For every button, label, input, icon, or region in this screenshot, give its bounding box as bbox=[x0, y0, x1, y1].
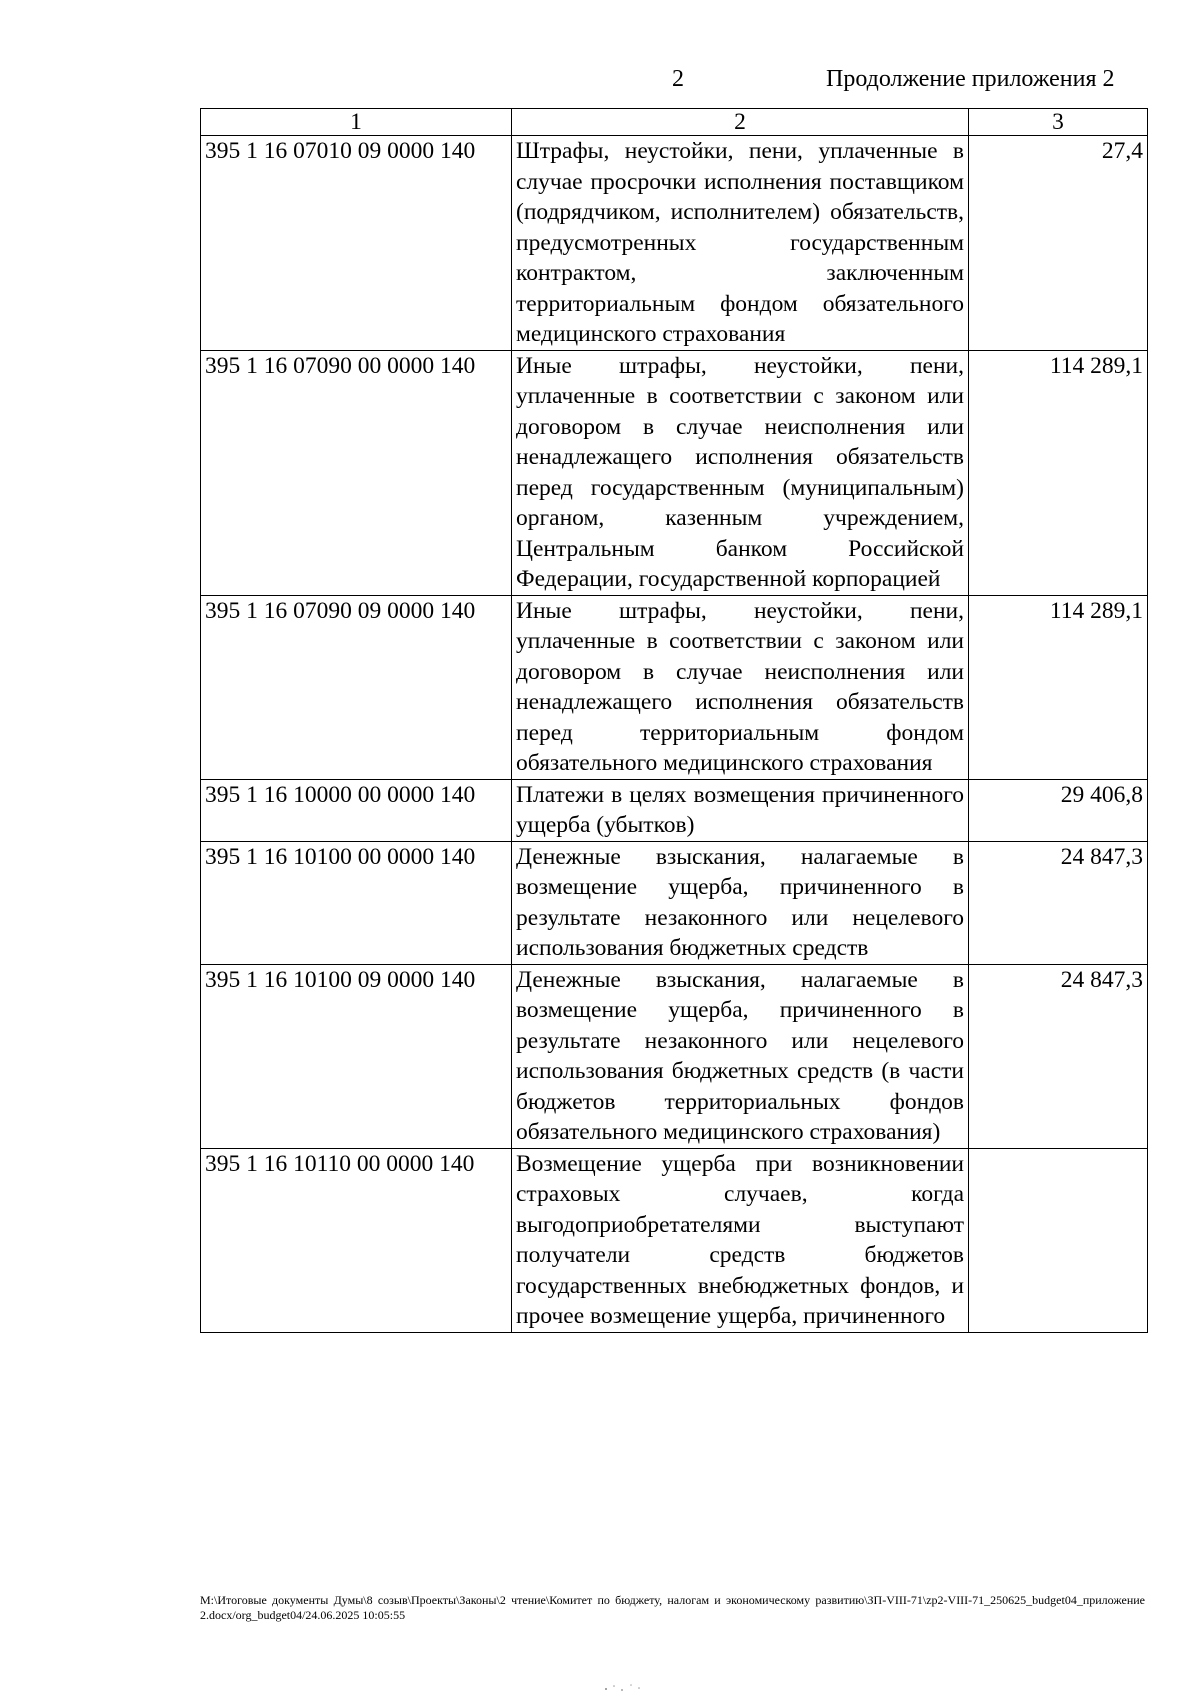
table-row bbox=[201, 964, 1148, 1148]
row-amount: 24 847,3 bbox=[969, 841, 1148, 964]
row-amount: 114 289,1 bbox=[969, 595, 1148, 779]
table-header-row bbox=[201, 109, 1148, 136]
row-description: Иные штрафы, неустойки, пени, уплаченные в соответствии с законом или договором в случае неисполнения или ненадлежащего исполнения обязательств перед территориальным фондом обязательного медицинского страхования bbox=[512, 595, 969, 779]
page-number: 2 bbox=[672, 66, 684, 92]
row-code: 395 1 16 10100 00 0000 140 bbox=[201, 841, 512, 964]
table-row bbox=[201, 136, 1148, 351]
row-code: 395 1 16 10100 09 0000 140 bbox=[201, 964, 512, 1148]
row-description: Штрафы, неустойки, пени, уплаченные в случае просрочки исполнения поставщиком (подрядчиком, исполнителем) обязательств, предусмотренных государственным контрактом, заключенным территориальным фондом обязательного медицинского страхования bbox=[512, 136, 969, 351]
table-row bbox=[201, 350, 1148, 595]
column-header-code: 1 bbox=[201, 109, 512, 136]
table-row bbox=[201, 595, 1148, 779]
row-code: 395 1 16 07090 09 0000 140 bbox=[201, 595, 512, 779]
row-description: Возмещение ущерба при возникновении страховых случаев, когда выгодоприобретателями выступают получатели средств бюджетов государственных внебюджетных фондов, и прочее возмещение ущерба, причиненного bbox=[512, 1148, 969, 1332]
row-description: Денежные взыскания, налагаемые в возмещение ущерба, причиненного в результате незаконного или нецелевого использования бюджетных средств bbox=[512, 841, 969, 964]
table-row bbox=[201, 1148, 1148, 1332]
table-row bbox=[201, 779, 1148, 841]
row-amount: 114 289,1 bbox=[969, 350, 1148, 595]
continuation-label: Продолжение приложения 2 bbox=[826, 66, 1115, 92]
row-amount: 29 406,8 bbox=[969, 779, 1148, 841]
column-header-description: 2 bbox=[512, 109, 969, 136]
row-amount: 27,4 bbox=[969, 136, 1148, 351]
file-path-footer: М:\Итоговые документы Думы\8 созыв\Проекты\Законы\2 чтение\Комитет по бюджету, налогам и экономическому развитию\ЗП-VIII-71\zp2-VIII-71_250625_budget04_приложение 2.docx/org_budget04/24.06.2025 10:05:55 bbox=[200, 1593, 1145, 1622]
row-description: Платежи в целях возмещения причиненного ущерба (убытков) bbox=[512, 779, 969, 841]
row-code: 395 1 16 07010 09 0000 140 bbox=[201, 136, 512, 351]
column-header-amount: 3 bbox=[969, 109, 1148, 136]
row-code: 395 1 16 10000 00 0000 140 bbox=[201, 779, 512, 841]
revenue-table bbox=[200, 108, 1148, 1333]
row-description: Денежные взыскания, налагаемые в возмещение ущерба, причиненного в результате незаконного или нецелевого использования бюджетных средств (в части бюджетов территориальных фондов обязательного медицинского страхования) bbox=[512, 964, 969, 1148]
row-description: Иные штрафы, неустойки, пени, уплаченные в соответствии с законом или договором в случае неисполнения или ненадлежащего исполнения обязательств перед государственным (муниципальным) органом, казенным учреждением, Центральным банком Российской Федерации, государственной корпорацией bbox=[512, 350, 969, 595]
row-amount bbox=[969, 1148, 1148, 1332]
row-code: 395 1 16 07090 00 0000 140 bbox=[201, 350, 512, 595]
row-amount: 24 847,3 bbox=[969, 964, 1148, 1148]
scan-specks bbox=[598, 1680, 658, 1694]
row-code: 395 1 16 10110 00 0000 140 bbox=[201, 1148, 512, 1332]
table-row bbox=[201, 841, 1148, 964]
